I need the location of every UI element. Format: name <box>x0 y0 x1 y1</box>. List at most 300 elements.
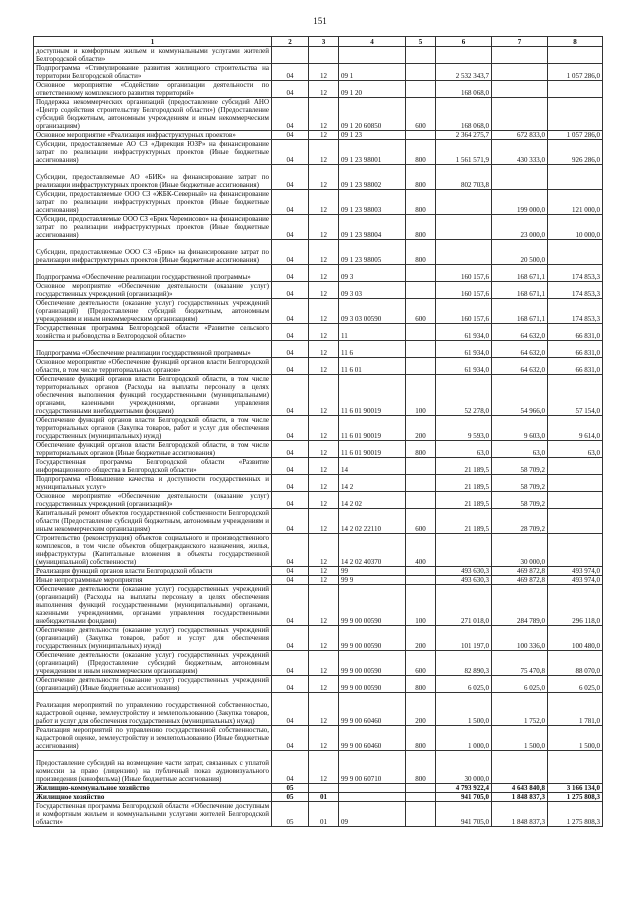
amount-year-2: 9 603,0 <box>492 416 548 441</box>
table-row <box>34 341 603 358</box>
target-code: 14 <box>339 458 406 475</box>
row-label: Обеспечение деятельности (оказание услуг) государственных учреждений (организаций) (Предоставление субсидий бюджетным, автономным учреждениям и иным некоммерческим организациям) <box>34 651 272 676</box>
amount-year-3: 66 831,0 <box>548 341 603 358</box>
target-code: 14 2 02 <box>339 492 406 509</box>
subsection-code: 12 <box>309 576 339 585</box>
amount-year-2: 1 848 837,3 <box>492 802 548 827</box>
subsection-code: 12 <box>309 324 339 341</box>
section-code: 05 <box>272 793 309 802</box>
section-code: 04 <box>272 475 309 492</box>
row-label: Подпрограмма «Стимулирование развития жилищного строительства на территории Белгородской области» <box>34 64 272 81</box>
column-header: 4 <box>339 37 406 47</box>
amount-year-3 <box>548 509 603 534</box>
expense-type: 200 <box>406 626 436 651</box>
amount-year-3 <box>548 475 603 492</box>
amount-year-2: 168 671,1 <box>492 265 548 282</box>
amount-year-1: 52 278,0 <box>436 375 492 416</box>
amount-year-3: 63,0 <box>548 441 603 458</box>
amount-year-1: 9 593,0 <box>436 416 492 441</box>
target-code: 09 <box>339 802 406 827</box>
amount-year-3: 174 853,3 <box>548 282 603 299</box>
table-row <box>34 299 603 324</box>
amount-year-2: 430 333,0 <box>492 140 548 165</box>
target-code: 09 1 <box>339 64 406 81</box>
column-header: 2 <box>272 37 309 47</box>
section-code: 05 <box>272 784 309 793</box>
amount-year-1: 61 934,0 <box>436 324 492 341</box>
budget-table <box>33 36 603 827</box>
amount-year-1: 1 500,0 <box>436 693 492 726</box>
amount-year-1: 4 793 922,4 <box>436 784 492 793</box>
column-header: 6 <box>436 37 492 47</box>
page-number: 151 <box>313 16 327 26</box>
section-code: 04 <box>272 165 309 190</box>
section-code: 04 <box>272 140 309 165</box>
row-label: Субсидии, предоставляемые ООО СЗ «Брик Черемисово» на финансирование затрат по реализации инфраструктурных проектов (Иные бюджетные ассигнования) <box>34 215 272 240</box>
section-code: 04 <box>272 341 309 358</box>
section-code: 04 <box>272 299 309 324</box>
amount-year-2: 30 000,0 <box>492 534 548 567</box>
amount-year-2: 64 632,0 <box>492 341 548 358</box>
amount-year-3: 1 275 808,3 <box>548 793 603 802</box>
amount-year-1: 21 189,5 <box>436 492 492 509</box>
section-code: 04 <box>272 131 309 140</box>
table-row <box>34 140 603 165</box>
table-row <box>34 751 603 784</box>
section-code: 04 <box>272 98 309 131</box>
expense-type: 100 <box>406 585 436 626</box>
target-code: 99 9 00 00590 <box>339 585 406 626</box>
amount-year-2: 58 709,2 <box>492 475 548 492</box>
target-code: 09 1 23 98003 <box>339 190 406 215</box>
section-code: 04 <box>272 567 309 576</box>
expense-type <box>406 793 436 802</box>
amount-year-3: 296 118,0 <box>548 585 603 626</box>
table-row <box>34 215 603 240</box>
row-label: Основное мероприятие «Обеспечение деятельности (оказание услуг) государственных учреждений (организаций)» <box>34 282 272 299</box>
table-row <box>34 458 603 475</box>
amount-year-1: 168 068,0 <box>436 98 492 131</box>
amount-year-2: 1 848 837,3 <box>492 793 548 802</box>
section-code: 04 <box>272 651 309 676</box>
section-code: 04 <box>272 726 309 751</box>
subsection-code: 12 <box>309 215 339 240</box>
subsection-code: 12 <box>309 240 339 265</box>
column-header: 1 <box>34 37 272 47</box>
amount-year-2: 168 671,1 <box>492 299 548 324</box>
subsection-code: 12 <box>309 282 339 299</box>
section-code: 04 <box>272 534 309 567</box>
row-label: Подпрограмма «Повышение качества и доступности государственных и муниципальных услуг» <box>34 475 272 492</box>
amount-year-1 <box>436 215 492 240</box>
amount-year-3: 493 974,0 <box>548 576 603 585</box>
amount-year-2 <box>492 165 548 190</box>
amount-year-1 <box>436 190 492 215</box>
expense-type: 600 <box>406 651 436 676</box>
expense-type: 600 <box>406 299 436 324</box>
table-row <box>34 676 603 693</box>
expense-type <box>406 131 436 140</box>
target-code: 11 6 01 <box>339 358 406 375</box>
amount-year-3: 174 853,3 <box>548 265 603 282</box>
subsection-code: 01 <box>309 793 339 802</box>
subsection-code: 12 <box>309 81 339 98</box>
amount-year-2: 672 833,0 <box>492 131 548 140</box>
table-row <box>34 492 603 509</box>
amount-year-3: 3 166 134,0 <box>548 784 603 793</box>
amount-year-3: 1 057 286,0 <box>548 131 603 140</box>
row-label: Основное мероприятие «Реализация инфраструктурных проектов» <box>34 131 272 140</box>
row-label: Государственная программа Белгородской области «Развитие информационного общества в Белгородской области» <box>34 458 272 475</box>
amount-year-1: 271 018,0 <box>436 585 492 626</box>
subsection-code: 12 <box>309 299 339 324</box>
section-code: 04 <box>272 358 309 375</box>
amount-year-3 <box>548 751 603 784</box>
amount-year-2: 20 500,0 <box>492 240 548 265</box>
row-label: Предоставление субсидий на возмещение части затрат, связанных с уплатой комиссии за право (лицензию) на публичный показ аудиовизуального произведения (кинофильма) (Иные бюджетные ассигнования) <box>34 751 272 784</box>
section-code: 04 <box>272 492 309 509</box>
target-code: 14 2 02 40370 <box>339 534 406 567</box>
target-code: 99 9 00 00590 <box>339 676 406 693</box>
section-code: 04 <box>272 751 309 784</box>
target-code: 11 <box>339 324 406 341</box>
table-row <box>34 358 603 375</box>
amount-year-1: 61 934,0 <box>436 358 492 375</box>
subsection-code: 12 <box>309 676 339 693</box>
row-label: Строительство (реконструкция) объектов социального и производственного комплексов, в том числе объектов общегражданского назначения, жилья, инфраструктуры (Капитальные вложения в объекты государственной (муниципальной) собственности) <box>34 534 272 567</box>
amount-year-2: 284 789,0 <box>492 585 548 626</box>
amount-year-1: 63,0 <box>436 441 492 458</box>
table-row <box>34 726 603 751</box>
table-row <box>34 81 603 98</box>
target-code <box>339 47 406 64</box>
subsection-code: 12 <box>309 98 339 131</box>
table-row <box>34 534 603 567</box>
amount-year-1: 101 197,0 <box>436 626 492 651</box>
amount-year-3: 88 070,0 <box>548 651 603 676</box>
row-label: Основное мероприятие «Обеспечение деятельности (оказание услуг) государственных учреждений (организаций)» <box>34 492 272 509</box>
target-code: 09 3 <box>339 265 406 282</box>
amount-year-3: 1 500,0 <box>548 726 603 751</box>
amount-year-2: 469 872,8 <box>492 567 548 576</box>
amount-year-3: 9 614,0 <box>548 416 603 441</box>
amount-year-2: 6 025,0 <box>492 676 548 693</box>
expense-type: 800 <box>406 215 436 240</box>
section-code: 04 <box>272 190 309 215</box>
expense-type <box>406 576 436 585</box>
amount-year-1 <box>436 240 492 265</box>
table-header-row <box>34 37 603 47</box>
expense-type: 800 <box>406 140 436 165</box>
amount-year-1: 168 068,0 <box>436 81 492 98</box>
amount-year-1 <box>436 47 492 64</box>
subsection-code: 12 <box>309 751 339 784</box>
subsection-code: 12 <box>309 265 339 282</box>
amount-year-2: 58 709,2 <box>492 492 548 509</box>
target-code: 09 1 23 98004 <box>339 215 406 240</box>
expense-type: 800 <box>406 441 436 458</box>
amount-year-1: 802 703,8 <box>436 165 492 190</box>
amount-year-1: 941 705,0 <box>436 793 492 802</box>
amount-year-3 <box>548 458 603 475</box>
section-code: 04 <box>272 81 309 98</box>
amount-year-2: 63,0 <box>492 441 548 458</box>
amount-year-3 <box>548 81 603 98</box>
subsection-code <box>309 784 339 793</box>
amount-year-2: 23 000,0 <box>492 215 548 240</box>
table-row <box>34 585 603 626</box>
row-label: Обеспечение функций органов власти Белгородской области, в том числе территориальных органов (Расходы на выплаты персоналу в целях обеспечения выполнения функций государственными (муниципальными) органами, казенными учреждениями, органами управления государственными внебюджетными фондами) <box>34 375 272 416</box>
expense-type: 800 <box>406 726 436 751</box>
subsection-code: 12 <box>309 651 339 676</box>
row-label: Реализация мероприятий по управлению государственной собственностью, кадастровой оценке, землеустройству и землепользованию (Иные бюджетные ассигнования) <box>34 726 272 751</box>
row-label: Жилищное хозяйство <box>34 793 272 802</box>
amount-year-3: 121 000,0 <box>548 190 603 215</box>
section-code: 04 <box>272 509 309 534</box>
row-label: Капитальный ремонт объектов государственной собственности Белгородской области (Предоставление субсидий бюджетным, автономным учреждениям и иным некоммерческим организациям) <box>34 509 272 534</box>
row-label: Реализация мероприятий по управлению государственной собственностью, кадастровой оценке, землеустройству и землепользованию (Закупка товаров, работ и услуг для обеспечения государственных (муниципальных) нужд) <box>34 693 272 726</box>
table-row <box>34 793 603 802</box>
table-row <box>34 165 603 190</box>
subsection-code: 12 <box>309 585 339 626</box>
target-code: 09 1 20 60850 <box>339 98 406 131</box>
row-label: Иные непрограммные мероприятия <box>34 576 272 585</box>
amount-year-1: 493 630,3 <box>436 576 492 585</box>
target-code: 09 1 23 98001 <box>339 140 406 165</box>
amount-year-1: 82 890,3 <box>436 651 492 676</box>
amount-year-1: 493 630,3 <box>436 567 492 576</box>
target-code: 99 9 00 60710 <box>339 751 406 784</box>
target-code: 99 9 00 00590 <box>339 626 406 651</box>
section-code: 04 <box>272 282 309 299</box>
table-row <box>34 324 603 341</box>
table-row <box>34 265 603 282</box>
target-code: 99 9 00 60460 <box>339 726 406 751</box>
expense-type <box>406 282 436 299</box>
table-row <box>34 693 603 726</box>
expense-type: 800 <box>406 676 436 693</box>
table-row <box>34 651 603 676</box>
subsection-code: 12 <box>309 509 339 534</box>
amount-year-2 <box>492 81 548 98</box>
target-code: 14 2 02 22110 <box>339 509 406 534</box>
amount-year-3 <box>548 240 603 265</box>
table-row <box>34 98 603 131</box>
target-code: 09 1 20 <box>339 81 406 98</box>
expense-type <box>406 341 436 358</box>
amount-year-2: 100 336,0 <box>492 626 548 651</box>
section-code: 04 <box>272 215 309 240</box>
expense-type: 200 <box>406 416 436 441</box>
amount-year-3: 1 275 808,3 <box>548 802 603 827</box>
target-code: 99 9 00 60460 <box>339 693 406 726</box>
target-code <box>339 784 406 793</box>
target-code: 09 1 23 98002 <box>339 165 406 190</box>
section-code: 05 <box>272 802 309 827</box>
amount-year-2 <box>492 98 548 131</box>
subsection-code: 12 <box>309 165 339 190</box>
amount-year-1: 160 157,6 <box>436 299 492 324</box>
subsection-code: 12 <box>309 726 339 751</box>
section-code: 04 <box>272 441 309 458</box>
subsection-code: 12 <box>309 190 339 215</box>
amount-year-3 <box>548 47 603 64</box>
table-row <box>34 282 603 299</box>
expense-type: 200 <box>406 693 436 726</box>
subsection-code: 12 <box>309 693 339 726</box>
target-code: 11 6 <box>339 341 406 358</box>
table-row <box>34 131 603 140</box>
target-code: 14 2 <box>339 475 406 492</box>
table-row <box>34 47 603 64</box>
expense-type <box>406 567 436 576</box>
target-code: 99 <box>339 567 406 576</box>
expense-type: 800 <box>406 165 436 190</box>
amount-year-1: 160 157,6 <box>436 282 492 299</box>
expense-type <box>406 81 436 98</box>
amount-year-1: 941 705,0 <box>436 802 492 827</box>
amount-year-1: 160 157,6 <box>436 265 492 282</box>
amount-year-1: 2 532 343,7 <box>436 64 492 81</box>
row-label: Субсидии, предоставляемые ООО СЗ «Брик» на финансирование затрат по реализации инфраструктурных проектов (Иные бюджетные ассигнования) <box>34 240 272 265</box>
row-label: Обеспечение деятельности (оказание услуг) государственных учреждений (организаций) (Предоставление субсидий бюджетным, автономным учреждениям и иным некоммерческим организациям) <box>34 299 272 324</box>
amount-year-1: 1 561 571,9 <box>436 140 492 165</box>
column-header: 3 <box>309 37 339 47</box>
expense-type: 100 <box>406 375 436 416</box>
row-label: Государственная программа Белгородской области «Обеспечение доступным и комфортным жильем и коммунальными услугами жителей Белгородской области» <box>34 802 272 827</box>
subsection-code: 12 <box>309 140 339 165</box>
amount-year-3 <box>548 534 603 567</box>
target-code: 09 1 23 98005 <box>339 240 406 265</box>
amount-year-1: 6 025,0 <box>436 676 492 693</box>
amount-year-3 <box>548 492 603 509</box>
section-code: 04 <box>272 693 309 726</box>
amount-year-3: 10 000,0 <box>548 215 603 240</box>
table-row <box>34 784 603 793</box>
row-label: Обеспечение деятельности (оказание услуг) государственных учреждений (организаций) (Закупка товаров, работ и услуг для обеспечения государственных (муниципальных) нужд) <box>34 626 272 651</box>
expense-type <box>406 324 436 341</box>
row-label: Основное мероприятие «Обеспечение функций органов власти Белгородской области, в том числе территориальных органов» <box>34 358 272 375</box>
row-label: Государственная программа Белгородской области «Развитие сельского хозяйства и рыбоводства в Белгородской области» <box>34 324 272 341</box>
subsection-code: 12 <box>309 64 339 81</box>
amount-year-2: 199 000,0 <box>492 190 548 215</box>
section-code: 04 <box>272 458 309 475</box>
expense-type <box>406 784 436 793</box>
amount-year-2: 1 752,0 <box>492 693 548 726</box>
subsection-code: 12 <box>309 358 339 375</box>
section-code: 04 <box>272 676 309 693</box>
amount-year-1: 21 189,5 <box>436 475 492 492</box>
row-label: Подпрограмма «Обеспечение реализации государственной программы» <box>34 341 272 358</box>
amount-year-3: 100 480,0 <box>548 626 603 651</box>
expense-type: 600 <box>406 98 436 131</box>
amount-year-3: 66 831,0 <box>548 324 603 341</box>
section-code: 04 <box>272 626 309 651</box>
target-code <box>339 793 406 802</box>
row-label: Обеспечение функций органов власти Белгородской области, в том числе территориальных органов (Иные бюджетные ассигнования) <box>34 441 272 458</box>
table-row <box>34 567 603 576</box>
row-label: Субсидии, предоставляемые АО СЗ «Дирекция ЮЗР» на финансирование затрат по реализации инфраструктурных проектов (Иные бюджетные ассигнования) <box>34 140 272 165</box>
expense-type: 800 <box>406 751 436 784</box>
subsection-code: 12 <box>309 131 339 140</box>
section-code: 04 <box>272 64 309 81</box>
amount-year-1 <box>436 534 492 567</box>
target-code: 09 3 03 00590 <box>339 299 406 324</box>
column-header: 8 <box>548 37 603 47</box>
expense-type: 800 <box>406 190 436 215</box>
target-code: 09 1 23 <box>339 131 406 140</box>
expense-type <box>406 358 436 375</box>
amount-year-2 <box>492 751 548 784</box>
amount-year-2: 168 671,1 <box>492 282 548 299</box>
table-body <box>34 47 603 827</box>
table-row <box>34 626 603 651</box>
amount-year-2: 58 709,2 <box>492 458 548 475</box>
row-label: Субсидии, предоставляемые АО «БИК» на финансирование затрат по реализации инфраструктурных проектов (Иные бюджетные ассигнования) <box>34 165 272 190</box>
column-header: 7 <box>492 37 548 47</box>
amount-year-3: 1 057 286,0 <box>548 64 603 81</box>
subsection-code: 12 <box>309 492 339 509</box>
subsection-code: 12 <box>309 626 339 651</box>
table-row <box>34 475 603 492</box>
amount-year-2 <box>492 64 548 81</box>
amount-year-2: 54 966,0 <box>492 375 548 416</box>
target-code: 09 3 03 <box>339 282 406 299</box>
amount-year-2: 4 643 840,8 <box>492 784 548 793</box>
row-label: Обеспечение деятельности (оказание услуг) государственных учреждений (организаций) (Расходы на выплаты персоналу в целях обеспечения выполнения функций государственными (муниципальными) органами, казенными учреждениями, органами управления государственными внебюджетными фондами) <box>34 585 272 626</box>
amount-year-2: 469 872,8 <box>492 576 548 585</box>
amount-year-2: 28 709,2 <box>492 509 548 534</box>
amount-year-3: 6 025,0 <box>548 676 603 693</box>
target-code: 99 9 00 00590 <box>339 651 406 676</box>
amount-year-2: 1 500,0 <box>492 726 548 751</box>
table-row <box>34 190 603 215</box>
expense-type <box>406 475 436 492</box>
subsection-code: 12 <box>309 534 339 567</box>
expense-type: 400 <box>406 534 436 567</box>
row-label: Подпрограмма «Обеспечение реализации государственной программы» <box>34 265 272 282</box>
row-label: Обеспечение деятельности (оказание услуг) государственных учреждений (организаций) (Иные бюджетные ассигнования) <box>34 676 272 693</box>
amount-year-2: 64 632,0 <box>492 358 548 375</box>
amount-year-2: 64 632,0 <box>492 324 548 341</box>
amount-year-1: 1 000,0 <box>436 726 492 751</box>
row-label: Жилищно-коммунальное хозяйство <box>34 784 272 793</box>
row-label: Субсидии, предоставляемые ООО СЗ «ЖБК-Северный» на финансирование затрат по реализации инфраструктурных проектов (Иные бюджетные ассигнования) <box>34 190 272 215</box>
subsection-code: 12 <box>309 458 339 475</box>
expense-type <box>406 492 436 509</box>
subsection-code: 12 <box>309 567 339 576</box>
section-code: 04 <box>272 324 309 341</box>
expense-type <box>406 47 436 64</box>
table-row <box>34 509 603 534</box>
amount-year-1: 21 189,5 <box>436 509 492 534</box>
amount-year-3: 1 781,0 <box>548 693 603 726</box>
row-label: доступным и комфортным жильем и коммунальными услугами жителей Белгородской области» <box>34 47 272 64</box>
amount-year-3: 174 853,3 <box>548 299 603 324</box>
section-code: 04 <box>272 240 309 265</box>
expense-type <box>406 458 436 475</box>
section-code: 04 <box>272 265 309 282</box>
expense-type <box>406 64 436 81</box>
amount-year-1: 61 934,0 <box>436 341 492 358</box>
subsection-code <box>309 47 339 64</box>
amount-year-3: 66 831,0 <box>548 358 603 375</box>
target-code: 11 6 01 90019 <box>339 441 406 458</box>
expense-type <box>406 802 436 827</box>
table-row <box>34 64 603 81</box>
amount-year-3: 926 286,0 <box>548 140 603 165</box>
amount-year-3: 493 974,0 <box>548 567 603 576</box>
